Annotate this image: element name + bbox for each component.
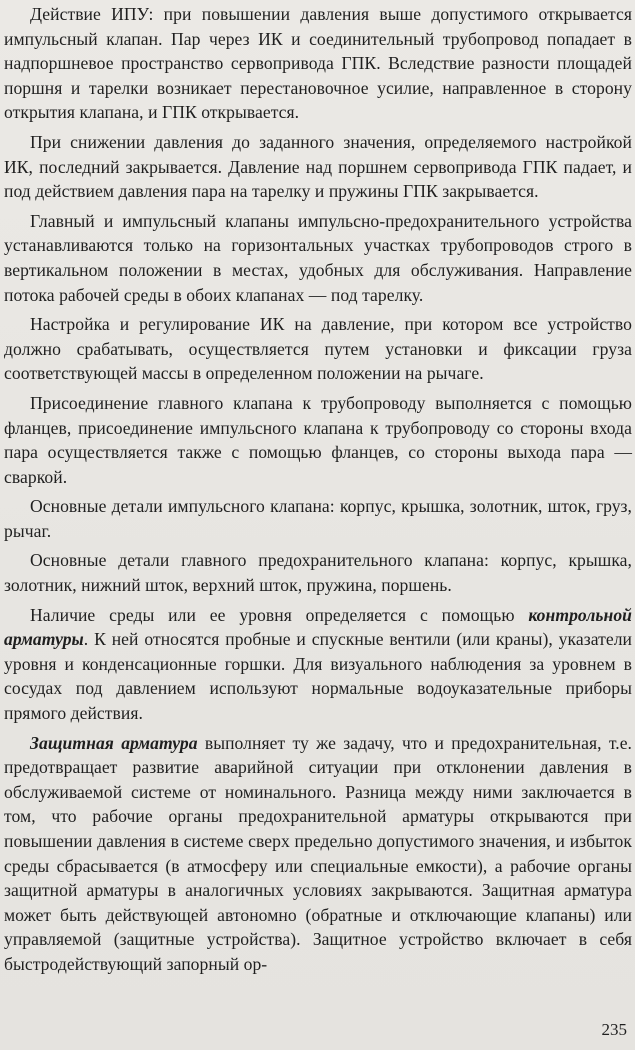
paragraph-control-fittings: [4, 603, 632, 726]
term-control-fittings: контрольной арматуры: [4, 604, 632, 650]
paragraph-valve-installation: Главный и импульсный клапаны импульсно-предохранительного устройства устанавливаются только на горизонтальных участках трубопроводов строго в вертикальном положении в местах, удобных для обслуживания. Направление потока рабочей среды в обоих клапанах — под тарелку.: [4, 210, 632, 305]
paragraph-control-fittings-lead: Наличие среды или ее уровня определяется с помощью: [30, 604, 529, 625]
paragraph-main-valve-parts: Основные детали главного предохранительного клапана: корпус, крышка, золотник, нижний шток, верхний шток, пружина, поршень.: [4, 550, 632, 596]
page-body-text: [4, 2, 632, 982]
paragraph-flange-connection: Присоединение главного клапана к трубопроводу выполняется с помощью фланцев, присоединение импульсного клапана к трубопроводу со стороны входа пара осуществляется также с помощью фланцев, со стороны выхода пара — сваркой.: [4, 392, 632, 487]
paragraph-impulse-valve-parts: Основные детали импульсного клапана: корпус, крышка, золотник, шток, груз, рычаг.: [4, 496, 632, 541]
paragraph-protective-fittings-rest: выполняет ту же задачу, что и предохранительная, т.е. предотвращает развитие аварийной ситуации при отклонении давления в обслуживаемой системе от номинального. Разница между ними заключается в том, что рабочие органы предохранительной арматуры открываются при повышении давления в системе сверх предельно допустимого значения, и избыток среды сбрасывается (в атмосферу или специальные емкости), а рабочие органы защитной арматуры в аналогичных условиях закрываются. Защитная арматура может быть действующей автономно (обратные и отключающие клапаны) или управляемой (защитные устройства). Защитное устройство включает в себя быстродействующий запорный ор-: [4, 732, 633, 974]
paragraph-control-fittings-rest: . К ней относятся пробные и спускные вентили (или краны), указатели уровня и конденсационные горшки. Для визуального наблюдения за уровнем в сосудах под давлением используют нормальные водоуказательные приборы прямого действия.: [4, 629, 632, 724]
term-protective-fittings: Защитная арматура: [30, 732, 198, 753]
paragraph-ipu-action: Действие ИПУ: при повышении давления выше допустимого открывается импульсный клапан. Пар через ИК и соединительный трубопровод попадает в надпоршневое пространство сервопривода ГПК. Вследствие разности площадей поршня и тарелки возникает перестановочное усилие, направленное в сторону открытия клапана, и ГПК открывается.: [4, 4, 632, 123]
paragraph-pressure-decrease: При снижении давления до заданного значения, определяемого настройкой ИК, последний закрывается. Давление над поршнем сервопривода ГПК падает, и под действием давления пара на тарелку и пружины ГПК закрывается.: [4, 131, 632, 202]
page-number: 235: [601, 1020, 627, 1039]
paragraph-protective-fittings: [4, 731, 632, 977]
paragraph-ik-adjustment: Настройка и регулирование ИК на давление, при котором все устройство должно срабатывать, осуществляется путем установки и фиксации груза соответствующей массы в определенном положении на рычаге.: [4, 314, 632, 384]
